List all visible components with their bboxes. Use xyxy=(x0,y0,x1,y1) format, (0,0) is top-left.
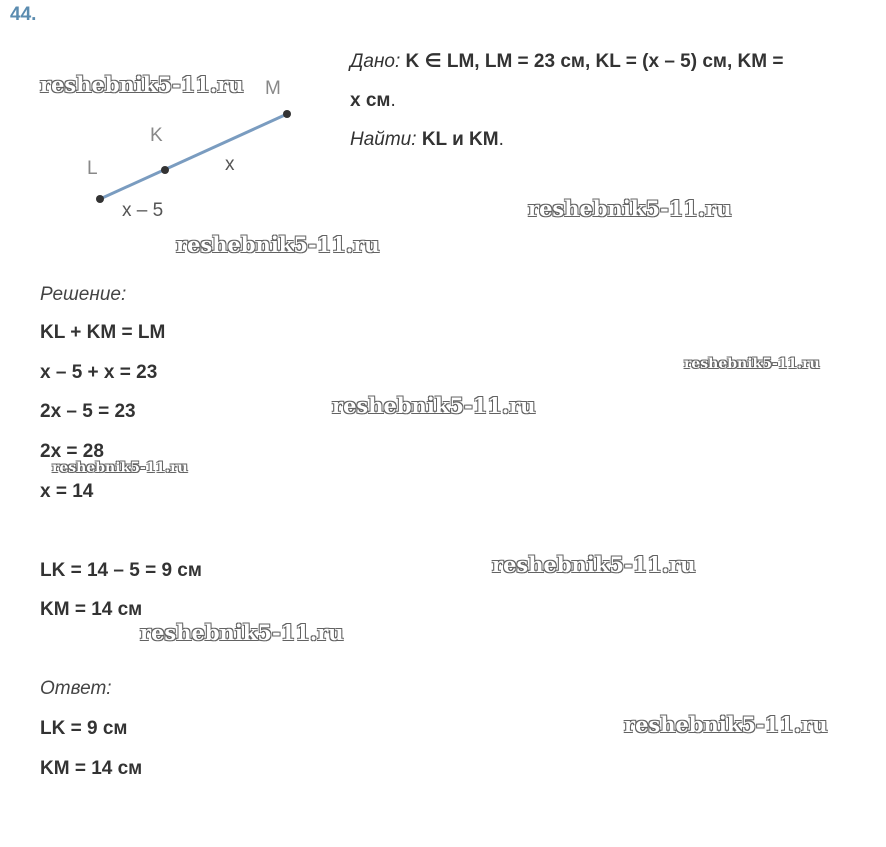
watermark: reshebnik5-11.ru xyxy=(40,72,244,97)
watermark: reshebnik5-11.ru xyxy=(332,393,536,418)
point-m-label: M xyxy=(265,78,281,99)
point-m-dot xyxy=(283,110,291,118)
watermark: reshebnik5-11.ru xyxy=(52,460,188,476)
point-k-dot xyxy=(161,166,169,174)
solution-step-5: x = 14 xyxy=(40,481,94,502)
segment-diagram xyxy=(0,0,340,240)
watermark: reshebnik5-11.ru xyxy=(528,196,732,221)
solution-step-3: 2x – 5 = 23 xyxy=(40,401,136,422)
given-text-cont: x см xyxy=(350,90,391,111)
find-period: . xyxy=(498,129,504,150)
given-text: K ∈ LM, LM = 23 см, KL = (x – 5) см, KM = xyxy=(405,51,784,72)
watermark: reshebnik5-11.ru xyxy=(140,620,344,645)
answer-label: Ответ: xyxy=(40,678,112,699)
find-line xyxy=(350,120,783,159)
find-label: Найти: xyxy=(350,129,417,150)
given-label: Дано: xyxy=(350,51,401,72)
answer-lk: LK = 9 см xyxy=(40,718,128,739)
segment-lk-label: x – 5 xyxy=(122,200,164,221)
point-l-dot xyxy=(96,195,104,203)
result-lk: LK = 14 – 5 = 9 см xyxy=(40,560,202,581)
solution-label: Решение: xyxy=(40,284,127,305)
watermark: reshebnik5-11.ru xyxy=(176,232,380,257)
segment-km-label: x xyxy=(225,154,235,175)
segment-lm xyxy=(100,114,287,199)
given-line-1 xyxy=(350,42,783,81)
given-line-2 xyxy=(350,81,783,120)
find-text: KL и KM xyxy=(421,129,499,150)
answer-km: KM = 14 см xyxy=(40,758,143,779)
given-block xyxy=(350,42,783,159)
solution-step-1: KL + KM = LM xyxy=(40,322,166,343)
watermark: reshebnik5-11.ru xyxy=(492,552,696,577)
watermark: reshebnik5-11.ru xyxy=(684,356,820,372)
point-k-label: K xyxy=(150,125,163,146)
result-km: KM = 14 см xyxy=(40,599,143,620)
watermark: reshebnik5-11.ru xyxy=(624,712,828,737)
given-period: . xyxy=(390,90,396,111)
solution-step-4: 2x = 28 xyxy=(40,441,104,462)
point-l-label: L xyxy=(87,158,98,179)
problem-number: 44. xyxy=(10,4,37,25)
solution-step-2: x – 5 + x = 23 xyxy=(40,362,158,383)
